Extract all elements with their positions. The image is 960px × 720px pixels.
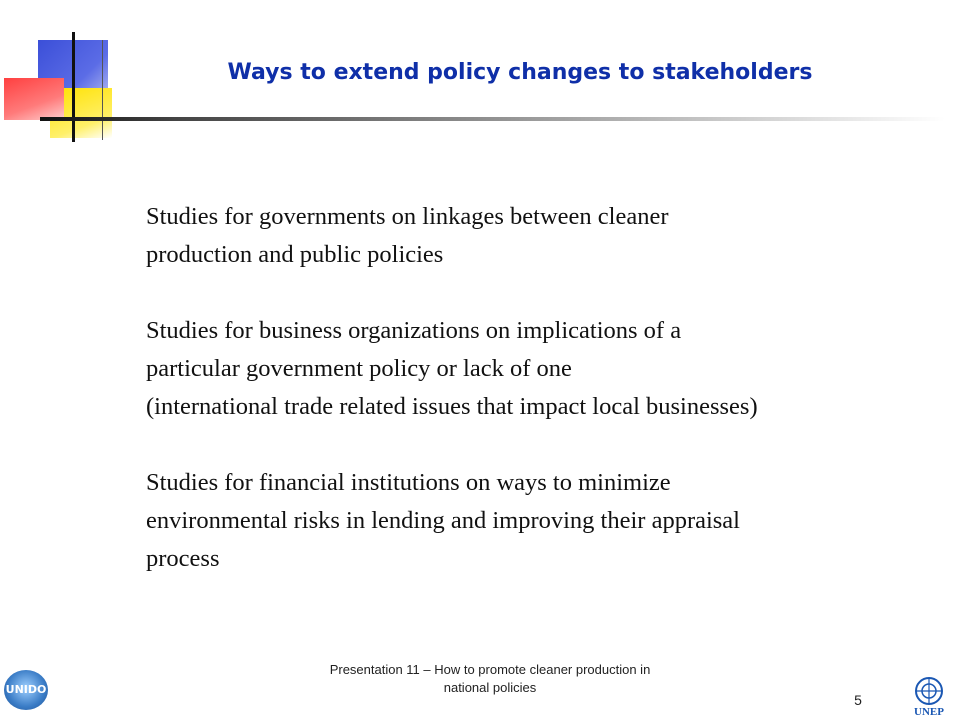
text-line: particular government policy or lack of one xyxy=(146,355,572,382)
page-number: 5 xyxy=(854,692,862,708)
text-line: Studies for financial institutions on ways to minimize xyxy=(146,469,671,496)
text-line: (international trade related issues that impact local businesses) xyxy=(146,393,758,420)
text-line: Studies for governments on linkages between cleaner xyxy=(146,203,669,230)
title-underline xyxy=(40,117,945,121)
footer-caption xyxy=(250,661,730,697)
footer-line: Presentation 11 – How to promote cleaner production in xyxy=(329,662,651,677)
decor-red-square xyxy=(4,78,64,120)
text-line: process xyxy=(146,545,220,572)
slide-body xyxy=(146,198,936,616)
unep-emblem-icon xyxy=(914,676,944,706)
footer-line: national policies xyxy=(443,680,537,695)
paragraph-business xyxy=(146,312,936,426)
slide-title: Ways to extend policy changes to stakeholders xyxy=(227,60,813,85)
text-line: Studies for business organizations on implications of a xyxy=(146,317,682,344)
unep-logo-text: UNEP xyxy=(914,706,944,718)
text-line: production and public policies xyxy=(146,241,444,268)
decor-vertical-line xyxy=(72,32,75,142)
text-line: environmental risks in lending and improving their appraisal xyxy=(146,507,740,534)
paragraph-governments xyxy=(146,198,936,274)
paragraph-financial xyxy=(146,464,936,578)
unido-logo-text: UNIDO xyxy=(5,683,47,696)
unido-emblem-icon xyxy=(4,670,48,710)
decor-vertical-line-thin xyxy=(102,40,103,140)
